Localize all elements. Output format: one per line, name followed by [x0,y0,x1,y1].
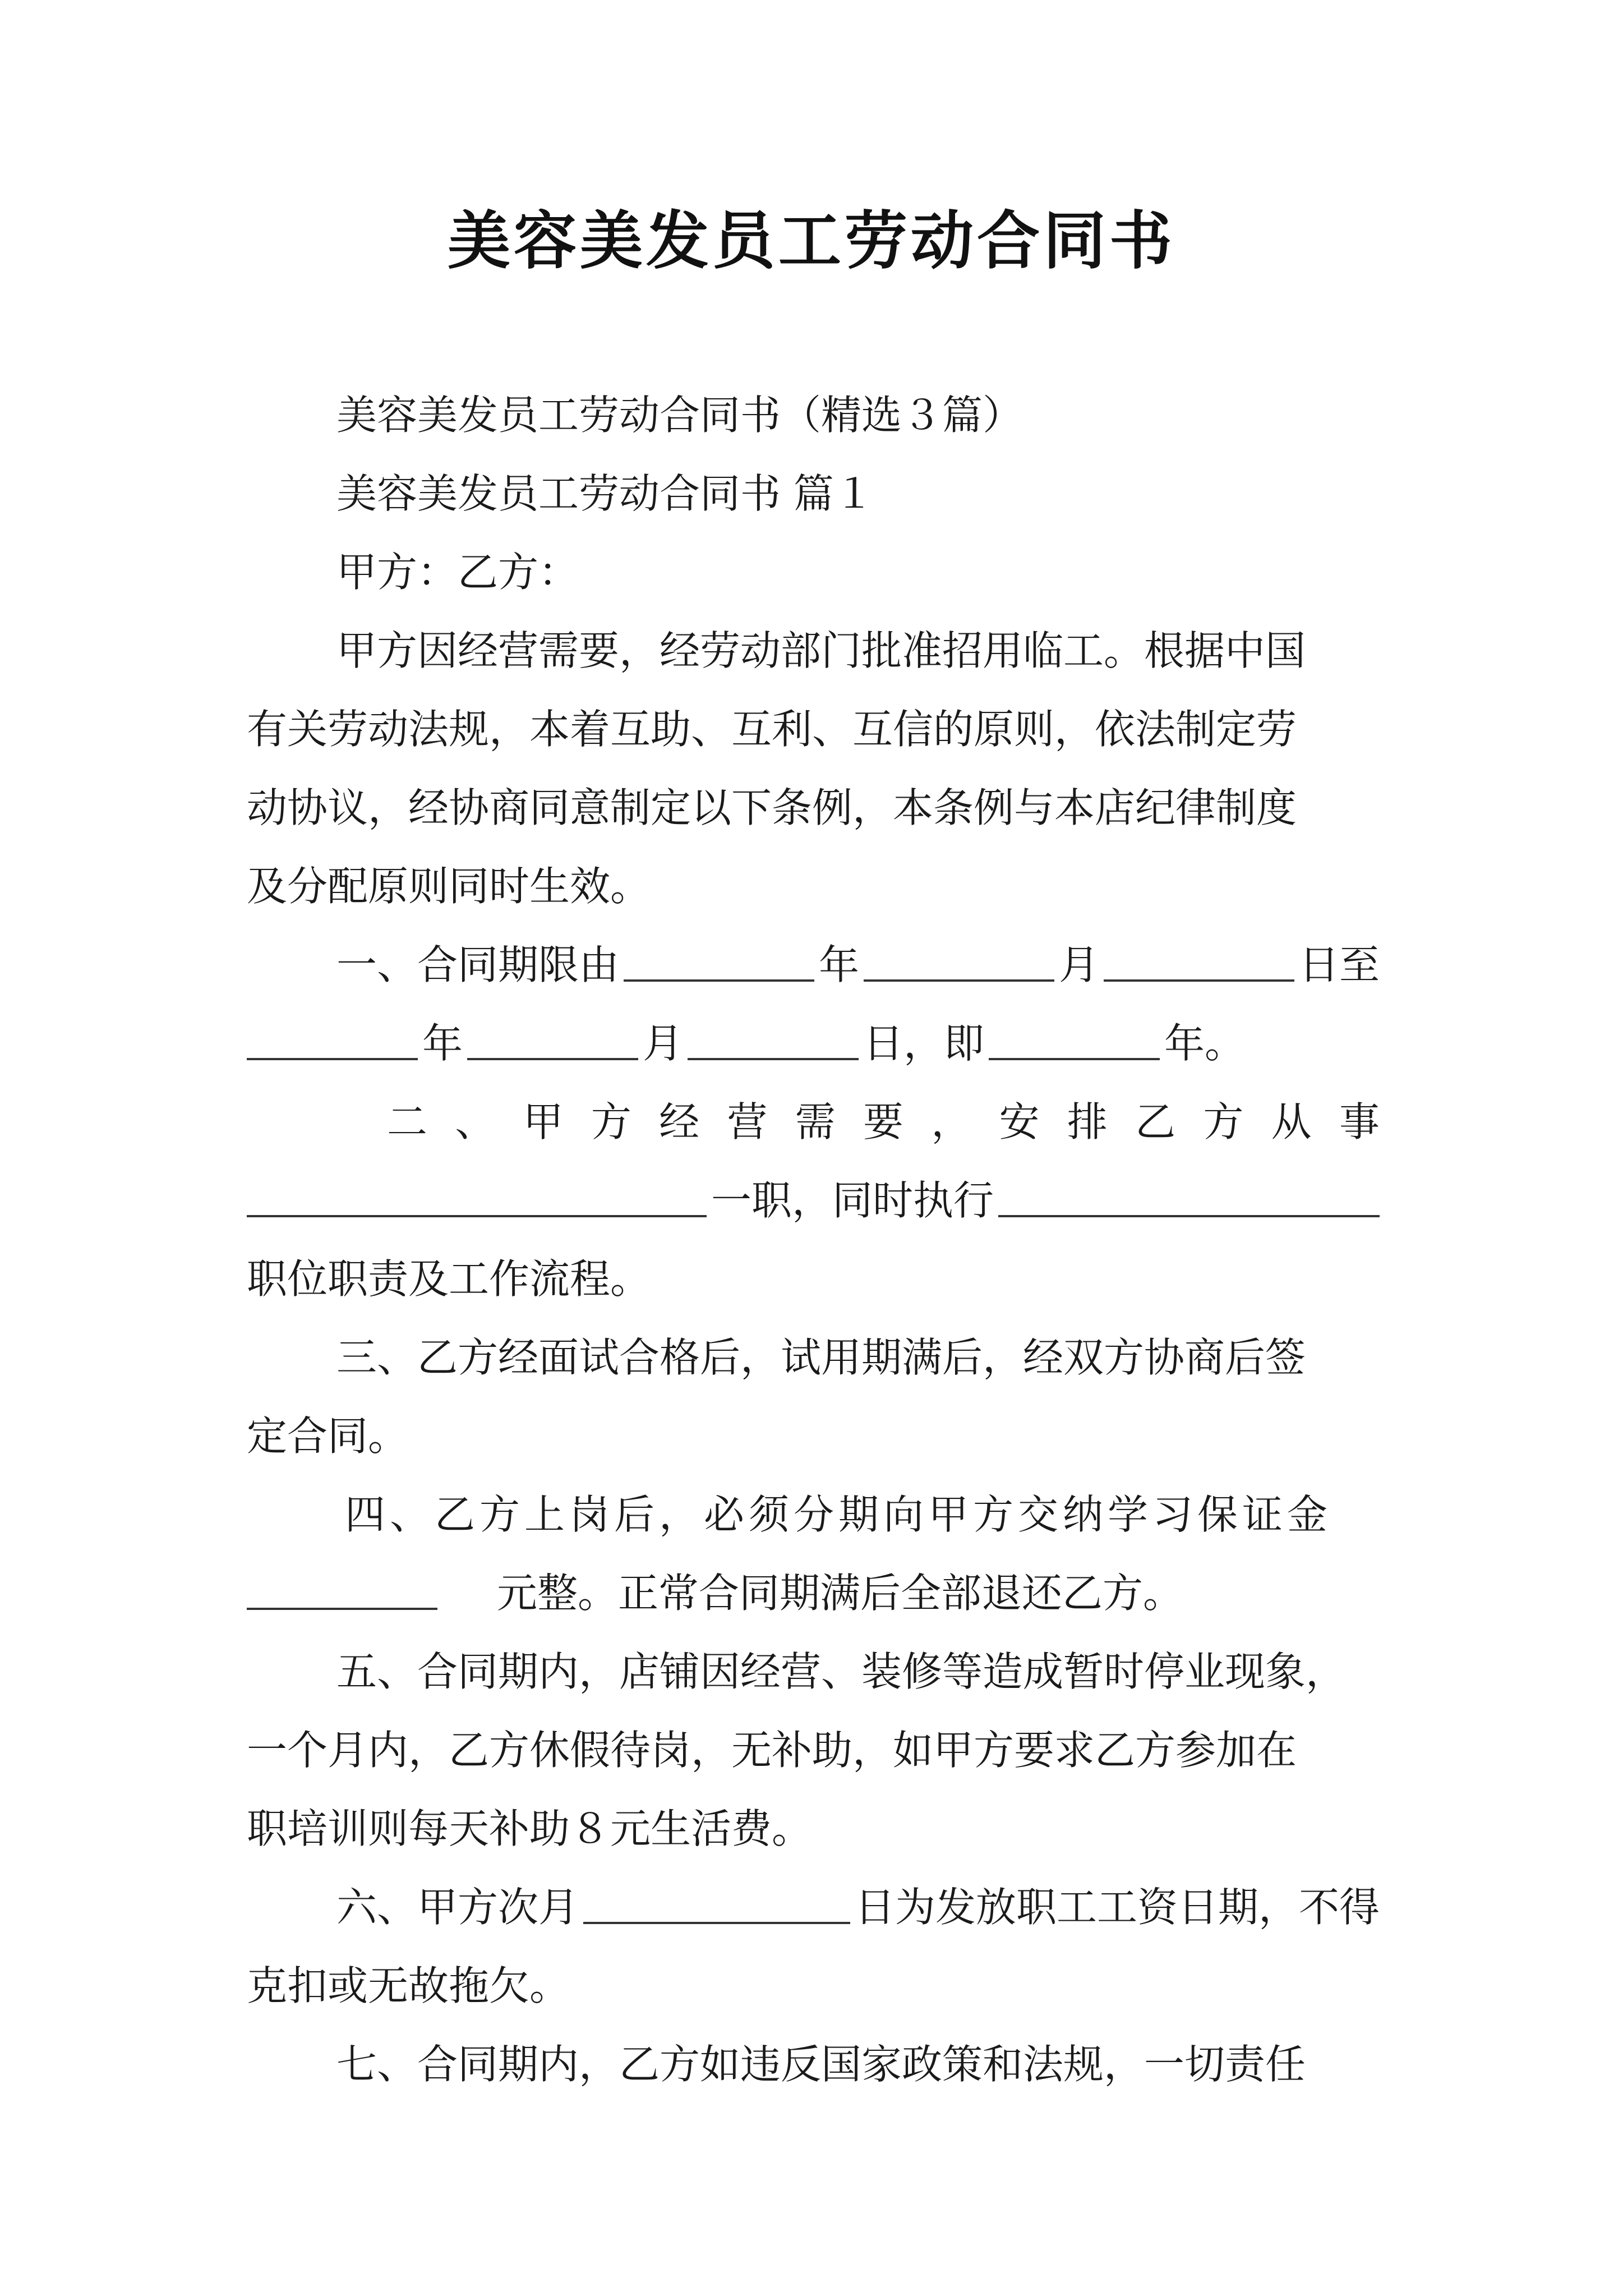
clause-1-end-month-label: 月 [642,1020,683,1067]
clause-2-char: 排 [1067,1098,1108,1145]
clause-1-day-ji-label: 日，即 [863,1020,984,1067]
blank-position [247,1175,707,1217]
clause-2-char: 甲 [523,1098,564,1145]
clause-2-char: ， [931,1098,972,1145]
blank-end-day [688,1018,859,1060]
clause-2-char: 营 [727,1098,768,1145]
blank-start-day [1104,939,1294,982]
clause-2-char: 安 [999,1098,1040,1145]
blank-duties [998,1175,1380,1217]
clause-2-char: 事 [1339,1098,1380,1145]
intro-line-4: 及分配原则同时生效。 [247,863,651,910]
clause-1-line-2 [247,1004,1245,1083]
clause-2-line-2 [247,1161,1380,1240]
clause-2-line-1 [387,1083,1380,1161]
parties-line: 甲方：乙方： [336,549,579,596]
clause-1-end-label: 年。 [1164,1020,1245,1067]
clause-2-char: 从 [1271,1098,1312,1145]
clause-1-prefix: 一、合同期限由 [336,941,620,988]
clause-5-line-1: 五、合同期内，店铺因经营、装修等造成暂时停业现象， [336,1648,1347,1695]
blank-payday [583,1881,850,1924]
section-heading: 美容美发员工劳动合同书 篇１ [336,470,874,517]
blank-start-year [624,939,814,982]
blank-end-year [247,1018,418,1060]
clause-7-line-1: 七、合同期内，乙方如违反国家政策和法规，一切责任 [336,2041,1306,2088]
clause-1-day-to-label: 日至 [1299,941,1380,988]
clause-4-line-2 [247,1554,1183,1632]
clause-2-char: 、 [455,1098,496,1145]
blank-end-month [467,1018,638,1060]
clause-2-char: 乙 [1135,1098,1176,1145]
clause-2-mid: 一职，同时执行 [711,1177,994,1224]
clause-6-prefix: 六、甲方次月 [336,1884,579,1931]
clause-2-char: 需 [795,1098,836,1145]
intro-line-2: 有关劳动法规，本着互助、互利、互信的原则，依法制定劳 [247,706,1297,753]
clause-5-line-3: 职培训则每天补助８元生活费。 [247,1805,813,1852]
intro-line-3: 动协议，经协商同意制定以下条例，本条例与本店纪律制度 [247,784,1297,831]
clause-3-line-1: 三、乙方经面试合格后，试用期满后，经双方协商后签 [336,1334,1306,1381]
clause-2-char: 要 [863,1098,903,1145]
clause-6-line-2: 克扣或无故拖欠。 [247,1962,570,2009]
clause-1-year-label: 年 [819,941,860,988]
clause-1-end-year-label: 年 [422,1020,463,1067]
clause-2-line-3: 职位职责及工作流程。 [247,1255,651,1303]
intro-line-1: 甲方因经营需要，经劳动部门批准招用临工。根据中国 [336,627,1306,674]
blank-start-month [864,939,1054,982]
clause-6-line-1 [336,1868,1380,1947]
clause-4-line-1: 四、乙方上岗后，必须分期向甲方交纳学习保证金 [345,1491,1332,1538]
document-title: 美容美发员工劳动合同书 [448,205,1175,278]
clause-5-line-2: 一个月内，乙方休假待岗，无补助，如甲方要求乙方参加在 [247,1727,1297,1774]
clause-3-line-2: 定合同。 [247,1412,409,1460]
clause-2-char: 经 [659,1098,700,1145]
clause-1-line-1 [336,926,1380,1004]
blank-deposit-amount [247,1567,437,1610]
clause-2-char: 方 [591,1098,631,1145]
clause-2-char: 二 [387,1098,428,1145]
subtitle: 美容美发员工劳动合同书（精选３篇） [336,392,1023,439]
blank-duration-years [989,1018,1160,1060]
clause-1-month-label: 月 [1059,941,1100,988]
clause-4-line-2-text: 元整。正常合同期满后全部退还乙方。 [496,1570,1183,1617]
clause-6-suffix: 日为发放职工工资日期，不得 [854,1884,1380,1931]
clause-2-char: 方 [1203,1098,1244,1145]
